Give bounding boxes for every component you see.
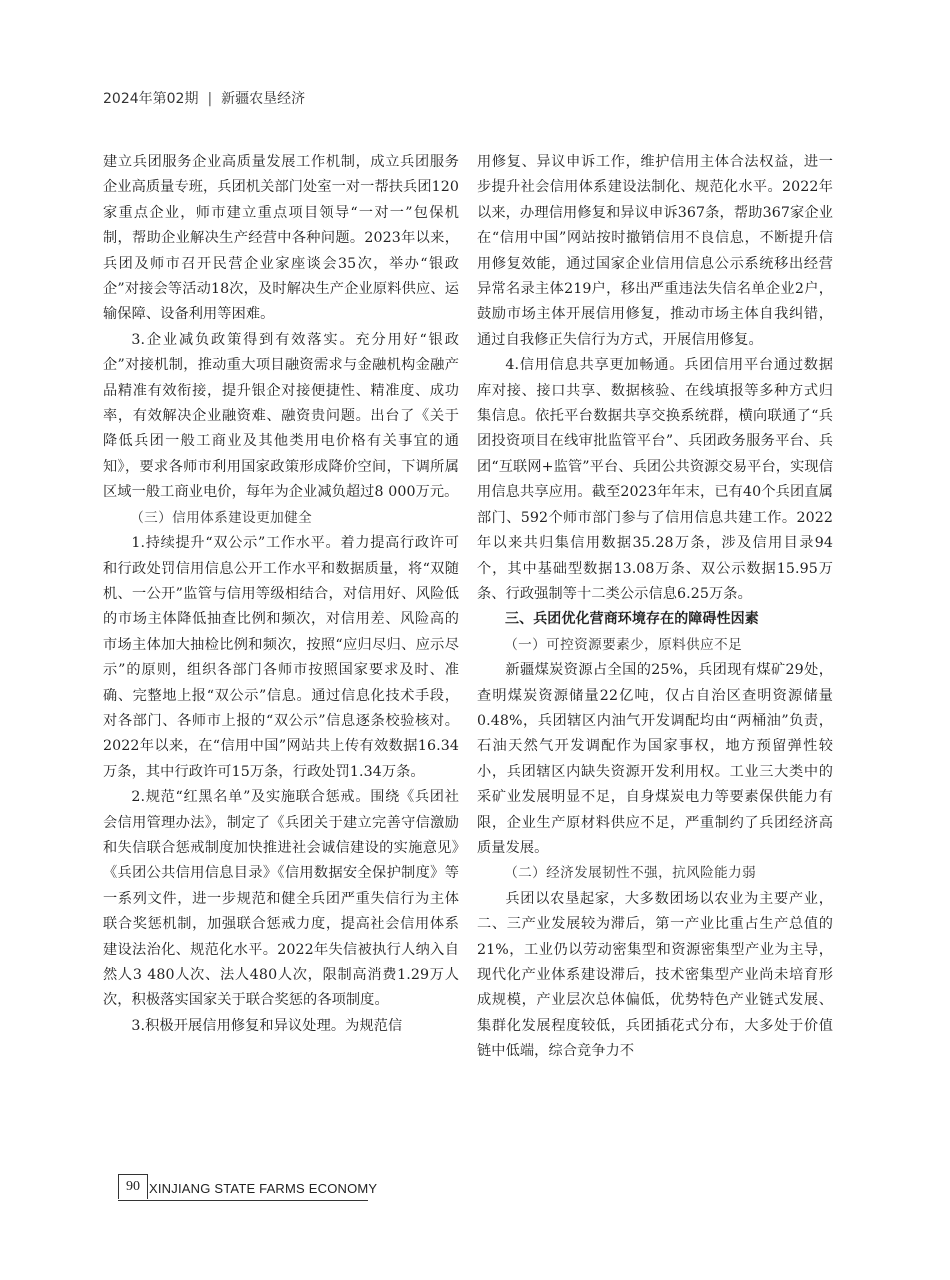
paragraph-continuation: 建立兵团服务企业高质量发展工作机制，成立兵团服务企业高质量专班，兵团机关部门处室一对一帮扶兵团120家重点企业，师市建立重点项目领导“一对一”包保机制，帮助企业解决生产经营中各种问题。2023年以来，兵团及师市召开民营企业家座谈会35次，举办“银政企”对接会等活动18次，及时解决生产企业原料供应、运输保障、设备利用等困难。 <box>103 154 459 323</box>
paragraph: 3.积极开展信用修复和异议处理。为规范信 <box>131 1017 403 1034</box>
subsection-heading: （三）信用体系建设更加健全 <box>130 509 313 526</box>
subsection-heading: （二）经济发展韧性不强，抗风险能力弱 <box>504 865 757 882</box>
paragraph: 1.持续提升“双公示”工作水平。着力提高行政许可和行政处罚信用信息公开工作水平和数据质量，将“双随机、一公开”监管与信用等级相结合，对信用好、风险低的市场主体降低抽查比例和频次，对信用差、风险高的市场主体加大抽检比例和频次，按照“应归尽归、应示尽示”的原则，组织各部门各师市按照国家要求及时、准确、完整地上报“双公示”信息。通过信息化技术手段，对各部门、各师市上报的“双公示”信息逐条校验核对。2022年以来，在“信用中国”网站共上传有效数据16.34万条，其中行政许可15万条，行政处罚1.34万条。 <box>103 535 459 780</box>
left-text-column <box>103 150 459 1039</box>
paragraph: 新疆煤炭资源占全国的25%，兵团现有煤矿29处，查明煤炭资源储量22亿吨，仅占自治区查明资源储量0.48%，兵团辖区内油气开发调配均由“两桶油”负责，石油天然气开发调配作为国家事权，地方预留弹性较小，兵团辖区内缺失资源开发利用权。工业三大类中的采矿业发展明显不足，自身煤炭电力等要素保供能力有限，企业生产原材料供应不足，严重制约了兵团经济高质量发展。 <box>477 662 833 856</box>
journal-title-cn: 新疆农垦经济 <box>221 91 306 107</box>
paragraph-continuation: 用修复、异议申诉工作，维护信用主体合法权益，进一步提升社会信用体系建设法制化、规范化水平。2022年以来，办理信用修复和异议申诉367条，帮助367家企业在“信用中国”网站按时撤销信用不良信息，不断提升信用修复效能，通过国家企业信用信息公示系统移出经营异常名录主体219户，移出严重违法失信名单企业2户，鼓励市场主体开展信用修复，推动市场主体自我纠错，通过自我修正失信行为方式，开展信用修复。 <box>477 154 833 348</box>
header-separator: | <box>207 91 213 107</box>
right-text-column <box>477 150 833 1065</box>
running-header <box>103 88 305 108</box>
page-number: 90 <box>118 1174 148 1199</box>
paragraph: 3.企业减负政策得到有效落实。充分用好“银政企”对接机制，推动重大项目融资需求与金融机构金融产品精准有效衔接，提升银企对接便捷性、精准度、成功率，有效解决企业融资难、融资贵问题。出台了《关于降低兵团一般工商业及其他类用电价格有关事宜的通知》，要求各师市利用国家政策形成降价空间，下调所属区域一般工商业电价，每年为企业减负超过8 000万元。 <box>103 331 459 501</box>
journal-title-en: XINJIANG STATE FARMS ECONOMY <box>149 1181 378 1196</box>
paragraph: 兵团以农垦起家，大多数团场以农业为主要产业，二、三产业发展较为滞后，第一产业比重占生产总值的21%，工业仍以劳动密集型和资源密集型产业为主导，现代化产业体系建设滞后，技术密集型产业尚未培育形成规模，产业层次总体偏低，优势特色产业链式发展、集群化发展程度较低，兵团插花式分布，大多处于价值链中低端，综合竞争力不 <box>477 890 833 1060</box>
page-footer <box>118 1174 378 1201</box>
paragraph: 2.规范“红黑名单”及实施联合惩戒。围绕《兵团社会信用管理办法》，制定了《兵团关于建立完善守信激励和失信联合惩戒制度加快推进社会诚信建设的实施意见》《兵团公共信用信息目录》《信用数据安全保护制度》等一系列文件，进一步规范和健全兵团严重失信行为主体联合奖惩机制，加强联合惩戒力度，提高社会信用体系建设法治化、规范化水平。2022年失信被执行人纳入自然人3 480人次、法人480人次，限制高消费1.29万人次，积极落实国家关于联合奖惩的各项制度。 <box>103 789 459 1009</box>
subsection-heading: （一）可控资源要素少，原料供应不足 <box>504 636 743 653</box>
issue-label: 2024年第02期 <box>103 91 199 107</box>
section-heading: 三、兵团优化营商环境存在的障碍性因素 <box>505 611 759 628</box>
paragraph: 4.信用信息共享更加畅通。兵团信用平台通过数据库对接、接口共享、数据核验、在线填报等多种方式归集信息。依托平台数据共享交换系统群，横向联通了“兵团投资项目在线审批监管平台”、兵团政务服务平台、兵团“互联网+监管”平台、兵团公共资源交易平台，实现信用信息共享应用。截至2023年年末，已有40个兵团直属部门、592个师市部门参与了信用信息共建工作。2022年以来共归集信用数据35.28万条，涉及信用目录94个，其中基础型数据13.08万条、双公示数据15.95万条、行政强制等十二类公示信息6.25万条。 <box>477 357 833 602</box>
